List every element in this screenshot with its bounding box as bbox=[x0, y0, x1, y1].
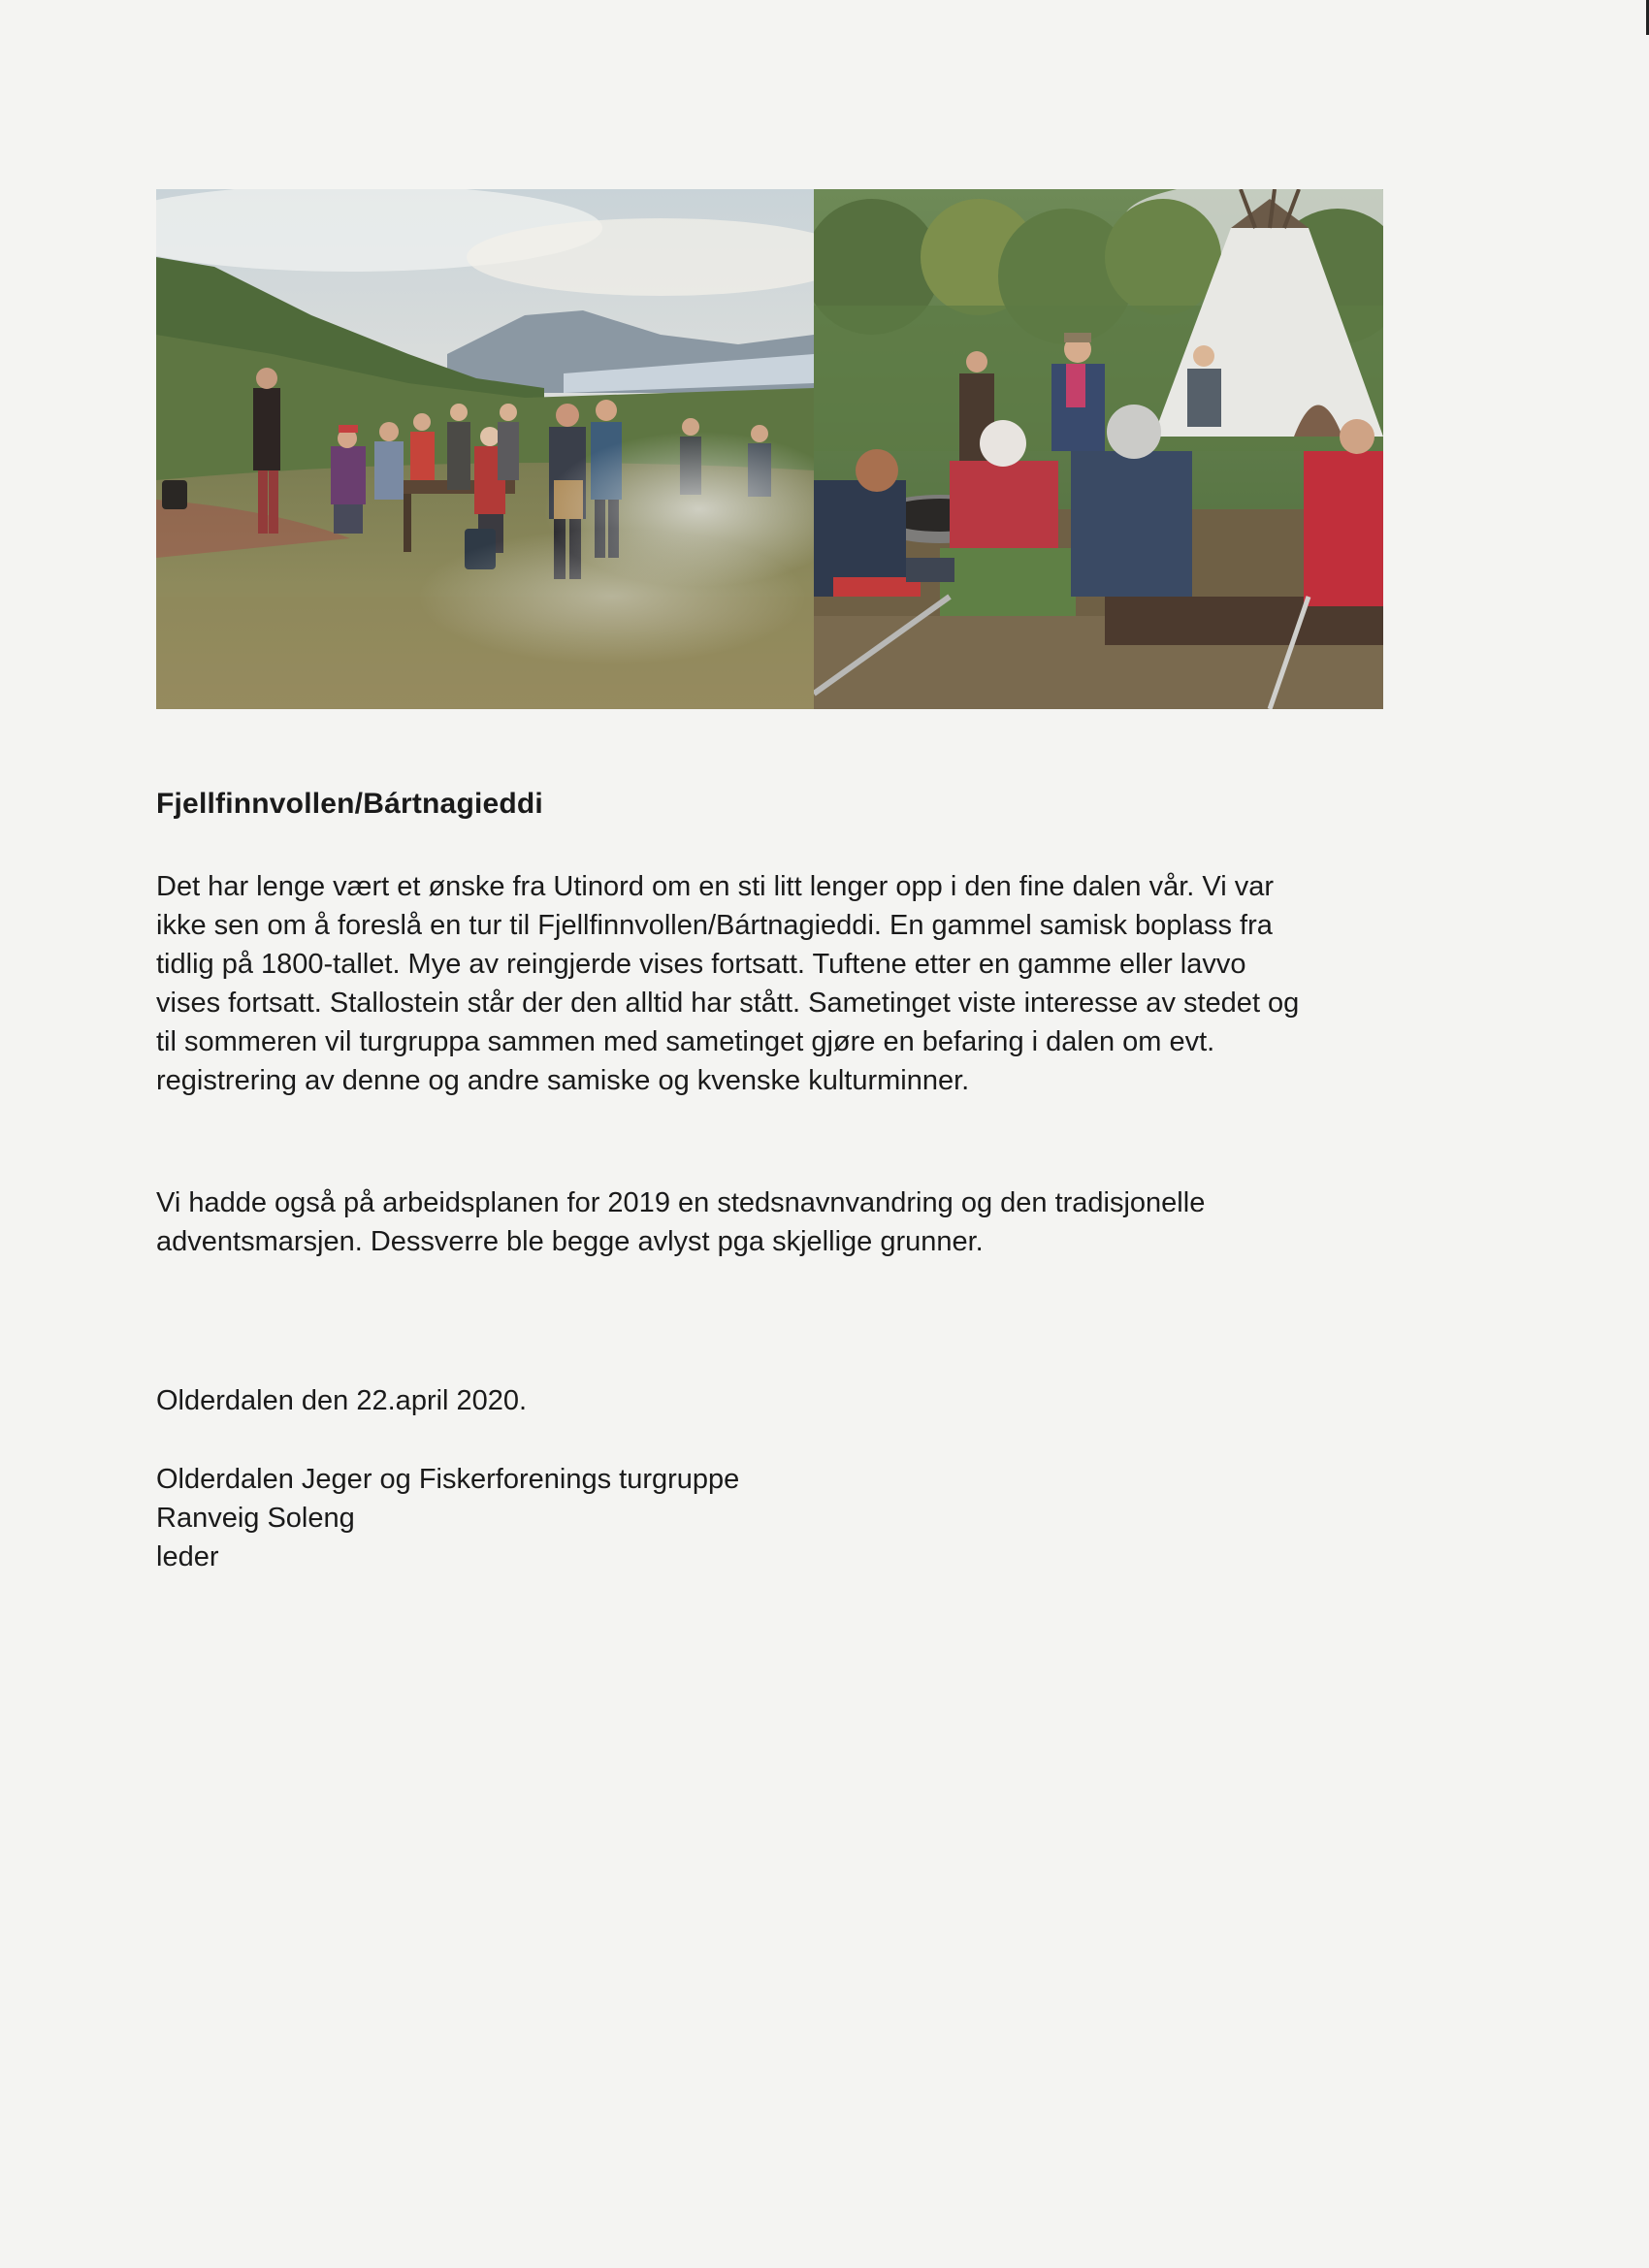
paragraph-line: vises fortsatt. Stallostein står der den alltid har stått. Sametinget viste interesse av stedet og bbox=[156, 988, 1300, 1019]
photo-campfire-lavvo bbox=[814, 189, 1383, 709]
paragraph-line: ikke sen om å foreslå en tur til Fjellfinnvollen/Bártnagieddi. En gammel samisk boplass fra bbox=[156, 910, 1273, 941]
photo-hillside-gathering bbox=[156, 189, 814, 709]
paragraph-line: tidlig på 1800-tallet. Mye av reingjerde vises fortsatt. Tuftene etter en gamme eller lavvo bbox=[156, 949, 1246, 980]
paragraph-line: Vi hadde også på arbeidsplanen for 2019 en stedsnavnvandring og den tradisjonelle bbox=[156, 1187, 1206, 1218]
signature-name: Ranveig Soleng bbox=[156, 1503, 355, 1534]
signature-organization: Olderdalen Jeger og Fiskerforenings turgruppe bbox=[156, 1464, 740, 1495]
paragraph-line: Det har lenge vært et ønske fra Utinord om en sti litt lenger opp i den fine dalen vår. Vi var bbox=[156, 871, 1274, 902]
body-paragraph-1 bbox=[156, 867, 1407, 1100]
paragraph-line: registrering av denne og andre samiske og kvenske kulturminner. bbox=[156, 1065, 970, 1096]
body-paragraph-2 bbox=[156, 1183, 1407, 1261]
section-heading: Fjellfinnvollen/Bártnagieddi bbox=[156, 788, 543, 820]
date-line: Olderdalen den 22.april 2020. bbox=[156, 1385, 528, 1416]
paragraph-line: til sommeren vil turgruppa sammen med sametinget gjøre en befaring i dalen om evt. bbox=[156, 1026, 1215, 1057]
paragraph-line: adventsmarsjen. Dessverre ble begge avlyst pga skjellige grunner. bbox=[156, 1226, 984, 1257]
signature-role: leder bbox=[156, 1541, 219, 1572]
